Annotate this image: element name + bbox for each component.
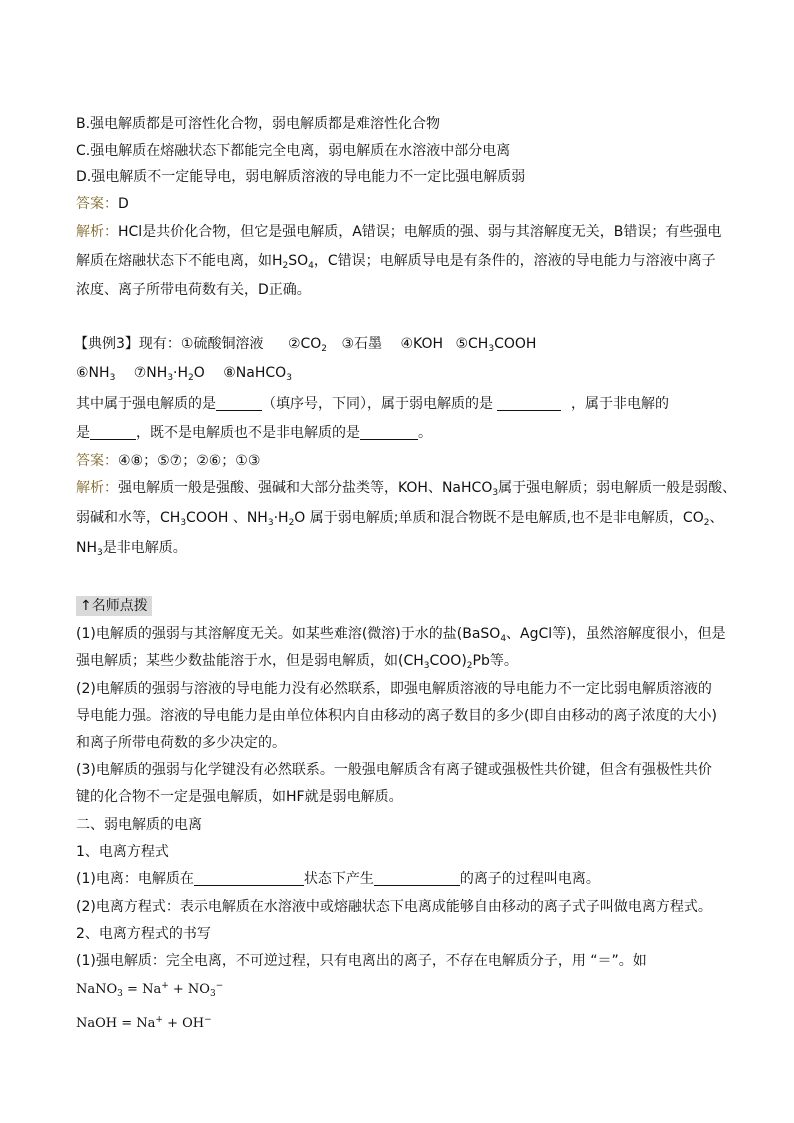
analysis-2-line-1: 解析：强电解质一般是强酸、强碱和大部分盐类等，KOH、NaHCO$_3$属于强电解质；弱电解质一般是弱酸、 xyxy=(76,480,737,498)
question-line-2: 是 ，既不是电解质也不是非电解质的是 。 xyxy=(76,425,432,441)
blank-5[interactable] xyxy=(194,871,304,886)
section-heading: 二、弱电解质的电离 xyxy=(76,817,202,833)
subsection-1: 1、电离方程式 xyxy=(76,844,169,860)
equation-naoh: NaOH = Na+ + OH− xyxy=(76,1015,212,1031)
answer-value: ④⑧；⑤⑦；②⑥；①③ xyxy=(118,453,261,469)
example-items: $⑥NH_3$ $⑦NH_3\cdot H_2O$ ⑧NaHCO$_3$ xyxy=(76,365,292,383)
answer-1 xyxy=(76,194,129,214)
strong-electrolyte-line: (1)强电解质：完全电离，不可逆过程，只有电离出的离子，不存在电解质分子，用 “＝”。如 xyxy=(76,953,647,969)
answer-2 xyxy=(76,451,260,471)
option-b: B.强电解质都是可溶性化合物，弱电解质都是难溶性化合物 xyxy=(76,116,441,132)
answer-label: 答案： xyxy=(76,196,118,212)
ionization-definition: (1)电离：电解质在 状态下产生 的离子的过程叫电离。 xyxy=(76,871,600,887)
tip-3-line-2: 键的化合物不一定是强电解质，如HF就是弱电解质。 xyxy=(76,789,403,805)
tip-2-line-1: (2)电解质的强弱与溶液的导电能力没有必然联系，即强电解质溶液的导电能力不一定比弱电解质溶液的 xyxy=(76,681,712,697)
tip-1-line-1: (1)电解质的强弱与其溶解度无关。如某些难溶(微溶)于水的盐(BaSO$_4$、AgCl等)，虽然溶解度很小，但是 xyxy=(76,626,726,644)
blank-3[interactable] xyxy=(90,425,136,440)
example-header: 【典例3】现有：①硫酸铜溶液 $②CO_2$ ③石墨 ④KOH $⑤CH_3COOH$ xyxy=(74,336,537,354)
analysis-label: 解析： xyxy=(76,480,118,496)
tip-2-line-2: 导电能力强。溶液的导电能力是由单位体积内自由移动的离子数目的多少(即自由移动的离子浓度的大小) xyxy=(76,708,717,724)
analysis-1-line-2: 解质在熔融状态下不能电离，如$H_2SO_4$，C错误；电解质导电是有条件的，溶液的导电能力与溶液中离子 xyxy=(76,253,716,271)
analysis-2-line-3: $NH_3$是非电解质。 xyxy=(76,540,187,558)
blank-2[interactable] xyxy=(497,396,561,411)
blank-4[interactable] xyxy=(360,425,418,440)
tip-title: 名师点拨 xyxy=(91,598,148,614)
subsection-2: 2、电离方程式的书写 xyxy=(76,926,211,942)
analysis-1-line-3: 浓度、离子所带电荷数有关，D正确。 xyxy=(76,282,311,298)
option-d: D.强电解质不一定能导电，弱电解质溶液的导电能力不一定比强电解质弱 xyxy=(76,169,526,185)
analysis-1-line-1: 解析：HCl是共价化合物，但它是强电解质，A错误；电解质的强、弱与其溶解度无关，B错误；有些强电 xyxy=(76,224,722,240)
equation-definition: (2)电离方程式：表示电解质在水溶液中或熔融状态下电离成能够自由移动的离子式子叫做电离方程式。 xyxy=(76,899,712,915)
equation-nano3: NaNO$_3$ = $Na^+ + NO_3^-$ xyxy=(76,981,224,999)
tip-3-line-1: (3)电解质的强弱与化学键没有必然联系。一般强电解质含有离子键或强极性共价键，但含有强极性共价 xyxy=(76,762,712,778)
analysis-2-line-2: 弱碱和水等，$CH_3COOH$ 、$NH_3\cdot H_2O$ 属于弱电解质;单质和混合物既不是电解质,也不是非电解质，$CO_2$、 xyxy=(76,510,724,528)
tip-1-line-2: 强电解质；某些少数盐能溶于水，但是弱电解质，如$(CH_3COO)_2Pb$等。 xyxy=(76,653,518,671)
answer-value: D xyxy=(118,196,129,212)
option-c: C.强电解质在熔融状态下都能完全电离，弱电解质在水溶液中部分电离 xyxy=(76,143,511,159)
analysis-label: 解析： xyxy=(76,224,118,240)
tip-2-line-3: 和离子所带电荷数的多少决定的。 xyxy=(76,735,286,751)
example-title: 【典例3】 xyxy=(74,336,139,352)
blank-6[interactable] xyxy=(374,871,460,886)
arrow-icon: ↑ xyxy=(80,598,92,614)
question-line-1: 其中属于强电解质的是 （填序号，下同），属于弱电解质的是 ，属于非电解的 xyxy=(76,396,669,412)
answer-label: 答案： xyxy=(76,453,118,469)
tip-heading xyxy=(76,596,152,616)
blank-1[interactable] xyxy=(216,396,262,411)
